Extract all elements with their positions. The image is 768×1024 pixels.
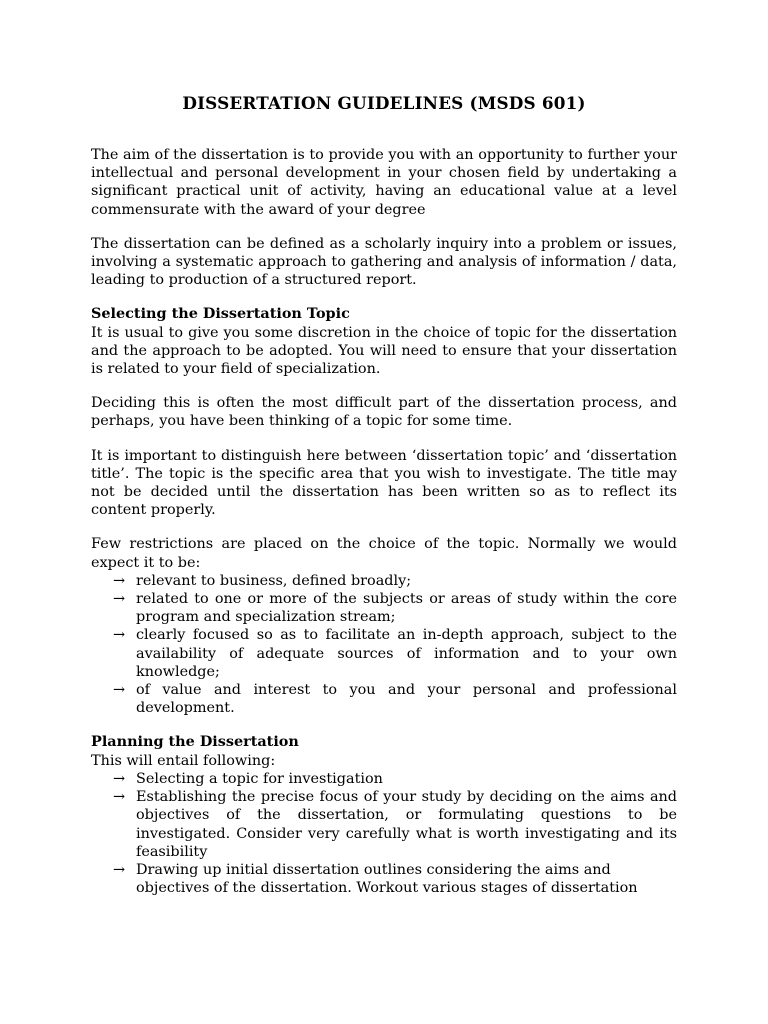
list-item-text: related to one or more of the subjects or areas of study within the core program and specialization stream; xyxy=(136,591,677,626)
list-item-text: Drawing up initial dissertation outlines considering the aims and objectives of the dissertation. Workout various stages of dissertation xyxy=(136,861,638,897)
selecting-paragraph: Deciding this is often the most difficult part of the dissertation process, and perhaps, you have been thinking of a topic for some time. xyxy=(91,395,677,430)
arrow-right-icon: → xyxy=(113,770,126,787)
list-item xyxy=(91,590,677,626)
selecting-paragraph: It is usual to give you some discretion in the choice of topic for the dissertation and the approach to be adopted. You will need to ensure that your dissertation is related to your field of specialization. xyxy=(91,324,677,378)
section-heading-selecting: Selecting the Dissertation Topic xyxy=(91,305,350,323)
list-item xyxy=(91,861,677,897)
list-item xyxy=(91,788,677,861)
planning-intro: This will entail following: xyxy=(91,752,276,769)
list-item xyxy=(91,770,677,788)
arrow-right-icon: → xyxy=(113,861,126,878)
intro-paragraph-definition: The dissertation can be defined as a scholarly inquiry into a problem or issues, involving a systematic approach to gathering and analysis of information / data, leading to production of a structured report. xyxy=(91,235,677,289)
arrow-right-icon: → xyxy=(113,682,126,699)
list-item xyxy=(91,681,677,717)
selecting-paragraph: Few restrictions are placed on the choice of the topic. Normally we would expect it to be: xyxy=(91,536,677,571)
list-item-text: Selecting a topic for investigation xyxy=(136,770,383,787)
list-item-text: Establishing the precise focus of your study by deciding on the aims and objectives of the dissertation, or formulating questions to be investigated. Consider very carefully what is worth investigating and its feasibility xyxy=(136,789,677,860)
section-heading-planning: Planning the Dissertation xyxy=(91,733,299,751)
arrow-right-icon: → xyxy=(113,572,126,589)
list-item xyxy=(91,572,677,590)
topic-criteria-list xyxy=(91,572,677,718)
planning-steps-list xyxy=(91,770,677,897)
arrow-right-icon: → xyxy=(113,591,126,608)
arrow-right-icon: → xyxy=(113,789,126,806)
document-title: DISSERTATION GUIDELINES (MSDS 601) xyxy=(182,93,586,113)
list-item-text: clearly focused so as to facilitate an in-depth approach, subject to the availability of adequate sources of information and to your own knowledge; xyxy=(136,627,677,680)
list-item-text: relevant to business, defined broadly; xyxy=(136,572,412,589)
arrow-right-icon: → xyxy=(113,627,126,644)
document-page xyxy=(91,92,677,913)
intro-paragraph-aim: The aim of the dissertation is to provide you with an opportunity to further your intellectual and personal development in your chosen field by undertaking a significant practical unit of activity, having an educational value at a level commensurate with the award of your degree xyxy=(91,147,677,218)
list-item xyxy=(91,626,677,681)
list-item-text: of value and interest to you and your personal and professional development. xyxy=(136,682,677,717)
selecting-paragraph: It is important to distinguish here between ‘dissertation topic’ and ‘dissertation title’. The topic is the specific area that you wish to investigate. The title may not be decided until the dissertation has been written so as to reflect its content properly. xyxy=(91,447,677,519)
